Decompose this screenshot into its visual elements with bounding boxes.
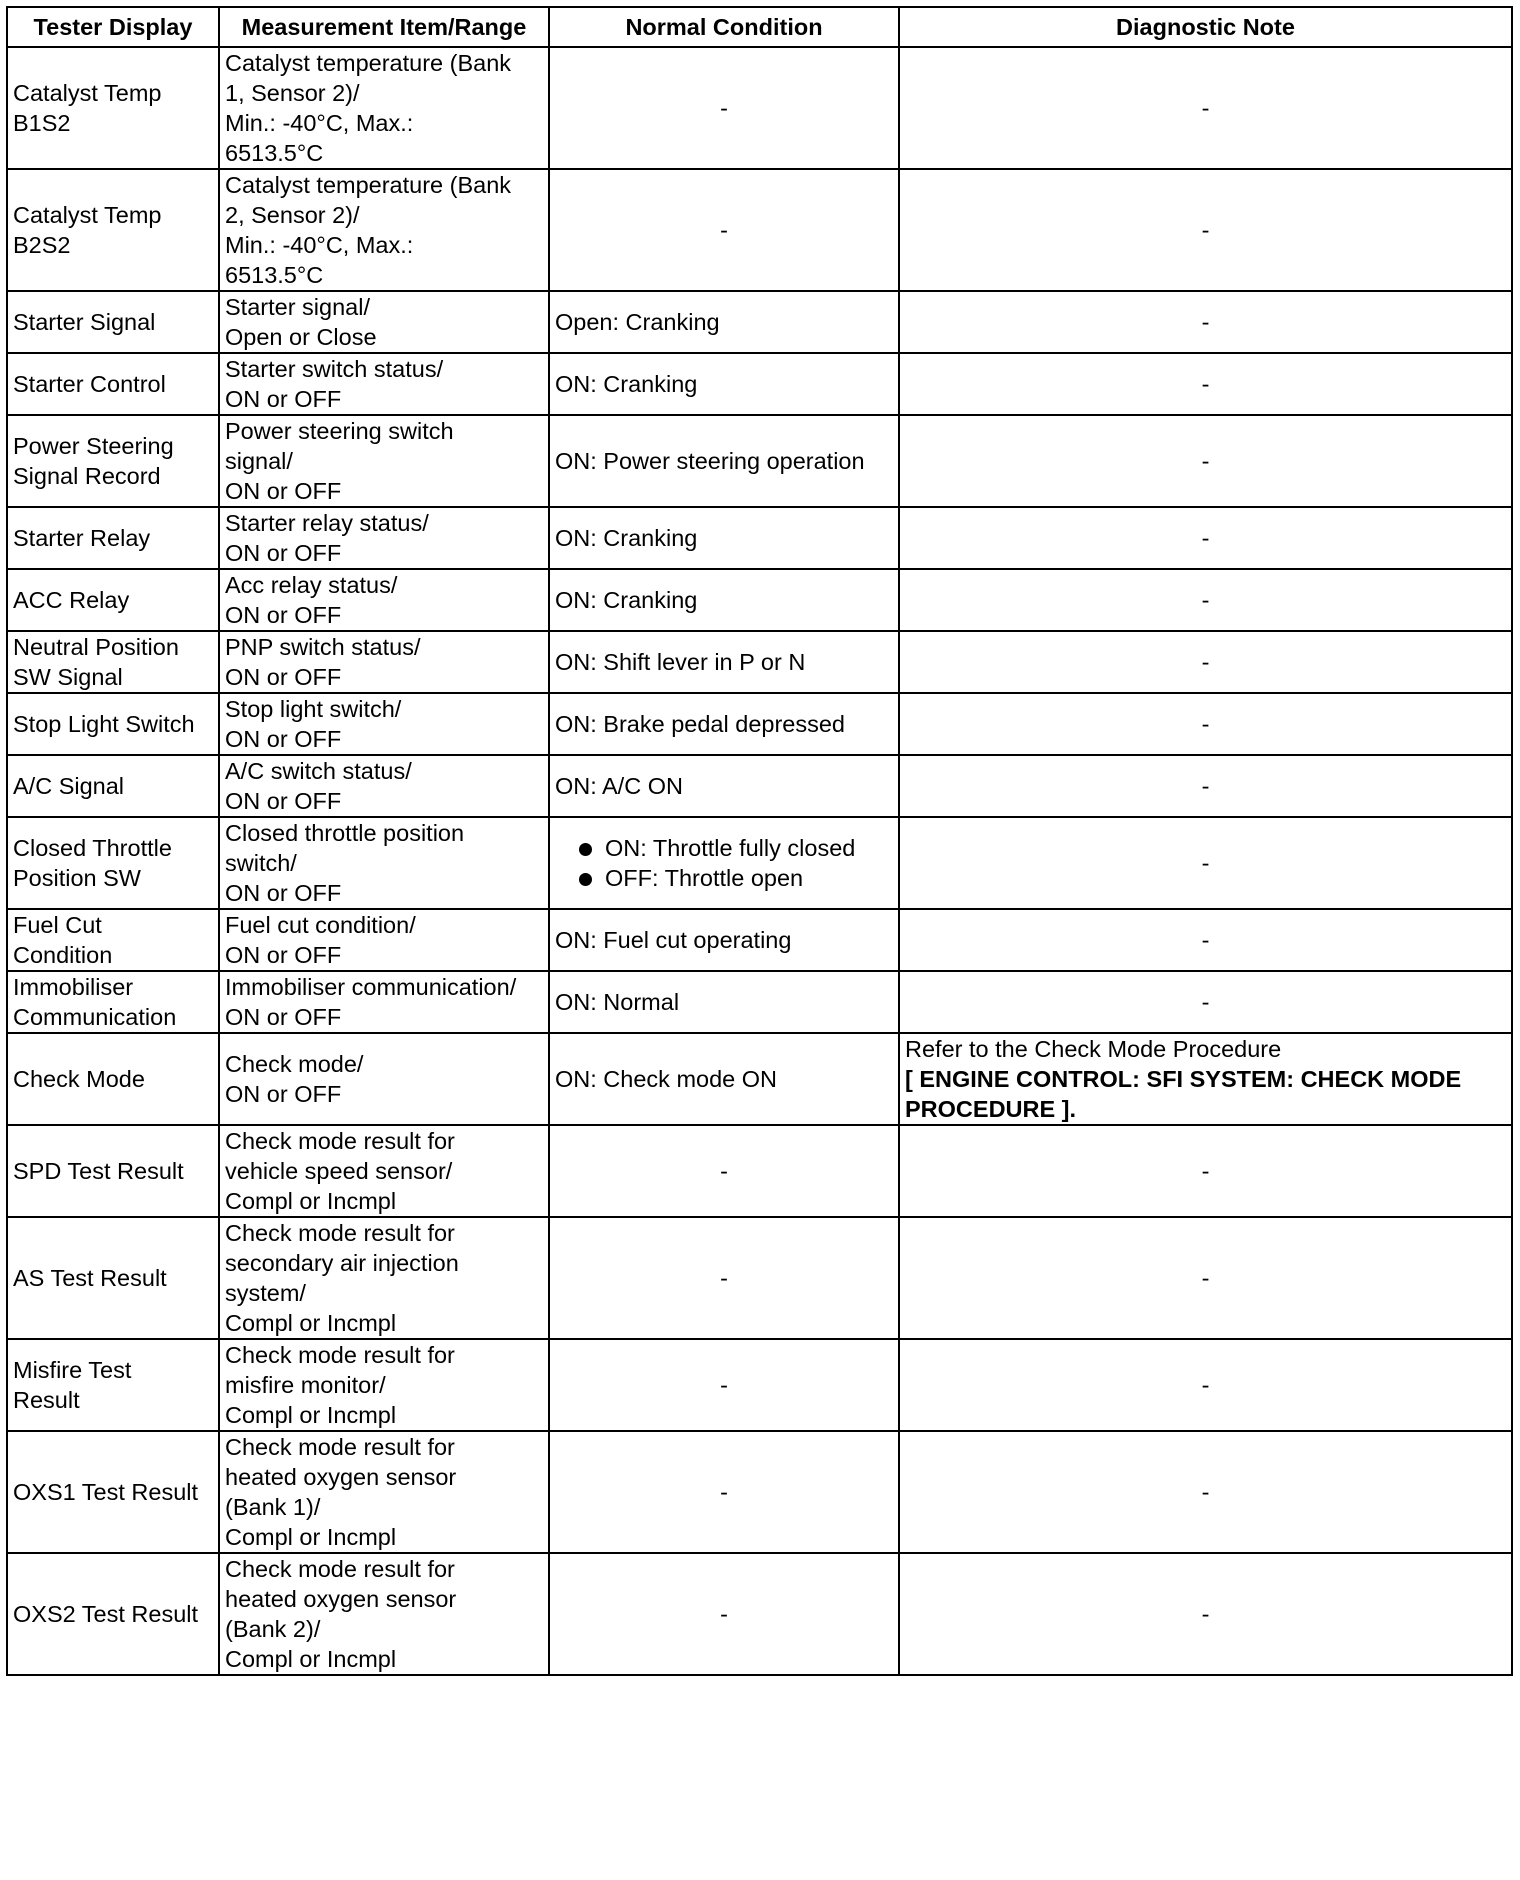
diagnostic-note-cell: - — [899, 971, 1512, 1033]
tester-display-cell: Neutral Position SW Signal — [7, 631, 219, 693]
diagnostic-note-cell: - — [899, 1125, 1512, 1217]
tester-display-cell: A/C Signal — [7, 755, 219, 817]
table-row — [7, 1033, 1512, 1125]
normal-condition-cell: - — [549, 1339, 899, 1431]
bullet-list — [555, 833, 893, 893]
table-body — [7, 47, 1512, 1675]
table-row — [7, 755, 1512, 817]
diagnostic-note-cell: - — [899, 169, 1512, 291]
measurement-item-cell: Closed throttle position switch/ ON or OFF — [219, 817, 549, 909]
tester-display-cell: ACC Relay — [7, 569, 219, 631]
tester-display-cell: Starter Relay — [7, 507, 219, 569]
tester-display-cell: Stop Light Switch — [7, 693, 219, 755]
normal-condition-cell: - — [549, 1125, 899, 1217]
table-row — [7, 47, 1512, 169]
table-row — [7, 353, 1512, 415]
table-row — [7, 291, 1512, 353]
diagnostic-note-cell: - — [899, 415, 1512, 507]
diagnostic-note-cell: - — [899, 569, 1512, 631]
procedure-reference-link[interactable]: [ ENGINE CONTROL: SFI SYSTEM: CHECK MODE PROCEDURE ]. — [905, 1066, 1462, 1122]
normal-condition-cell: ON: Shift lever in P or N — [549, 631, 899, 693]
note-text: Refer to the Check Mode Procedure — [905, 1036, 1282, 1062]
table-row — [7, 1339, 1512, 1431]
measurement-item-cell: Check mode result for secondary air injection system/ Compl or Incmpl — [219, 1217, 549, 1339]
tester-display-table — [6, 6, 1513, 1676]
diagnostic-note-cell: - — [899, 631, 1512, 693]
measurement-item-cell: Starter relay status/ ON or OFF — [219, 507, 549, 569]
header-normal-condition: Normal Condition — [549, 7, 899, 47]
normal-condition-cell: ON: Cranking — [549, 353, 899, 415]
table-row — [7, 169, 1512, 291]
measurement-item-cell: A/C switch status/ ON or OFF — [219, 755, 549, 817]
normal-condition-cell: - — [549, 1431, 899, 1553]
table-row — [7, 817, 1512, 909]
table-row — [7, 693, 1512, 755]
measurement-item-cell: Immobiliser communication/ ON or OFF — [219, 971, 549, 1033]
tester-display-cell: Power Steering Signal Record — [7, 415, 219, 507]
tester-display-cell: Check Mode — [7, 1033, 219, 1125]
table-row — [7, 569, 1512, 631]
tester-display-cell: AS Test Result — [7, 1217, 219, 1339]
normal-condition-cell: - — [549, 169, 899, 291]
diagnostic-note-cell: - — [899, 909, 1512, 971]
header-row — [7, 7, 1512, 47]
measurement-item-cell: Check mode result for vehicle speed sensor/ Compl or Incmpl — [219, 1125, 549, 1217]
diagnostic-note-cell: - — [899, 693, 1512, 755]
normal-condition-cell — [549, 817, 899, 909]
measurement-item-cell: Acc relay status/ ON or OFF — [219, 569, 549, 631]
tester-display-cell: Starter Signal — [7, 291, 219, 353]
tester-display-cell: Immobiliser Communication — [7, 971, 219, 1033]
measurement-item-cell: Stop light switch/ ON or OFF — [219, 693, 549, 755]
diagnostic-note-cell: - — [899, 507, 1512, 569]
measurement-item-cell: Check mode result for heated oxygen sensor (Bank 1)/ Compl or Incmpl — [219, 1431, 549, 1553]
normal-condition-cell: ON: Fuel cut operating — [549, 909, 899, 971]
table-row — [7, 971, 1512, 1033]
table-row — [7, 1431, 1512, 1553]
table-row — [7, 507, 1512, 569]
diagnostic-note-cell: - — [899, 291, 1512, 353]
table-row — [7, 1553, 1512, 1675]
normal-condition-cell: Open: Cranking — [549, 291, 899, 353]
diagnostic-note-cell — [899, 1033, 1512, 1125]
normal-condition-cell: - — [549, 1217, 899, 1339]
measurement-item-cell: Check mode/ ON or OFF — [219, 1033, 549, 1125]
document-page — [6, 6, 1513, 1676]
tester-display-cell: Catalyst Temp B2S2 — [7, 169, 219, 291]
table-row — [7, 415, 1512, 507]
measurement-item-cell: PNP switch status/ ON or OFF — [219, 631, 549, 693]
measurement-item-cell: Power steering switch signal/ ON or OFF — [219, 415, 549, 507]
tester-display-cell: Starter Control — [7, 353, 219, 415]
measurement-item-cell: Check mode result for heated oxygen sensor (Bank 2)/ Compl or Incmpl — [219, 1553, 549, 1675]
measurement-item-cell: Starter switch status/ ON or OFF — [219, 353, 549, 415]
measurement-item-cell: Fuel cut condition/ ON or OFF — [219, 909, 549, 971]
table-row — [7, 909, 1512, 971]
diagnostic-note-cell: - — [899, 47, 1512, 169]
normal-condition-cell: ON: Cranking — [549, 507, 899, 569]
header-diagnostic-note: Diagnostic Note — [899, 7, 1512, 47]
header-tester-display: Tester Display — [7, 7, 219, 47]
table-row — [7, 631, 1512, 693]
list-item: ON: Throttle fully closed — [575, 833, 893, 863]
tester-display-cell: Fuel Cut Condition — [7, 909, 219, 971]
measurement-item-cell: Catalyst temperature (Bank 2, Sensor 2)/ Min.: -40°C, Max.: 6513.5°C — [219, 169, 549, 291]
normal-condition-cell: ON: Cranking — [549, 569, 899, 631]
diagnostic-note-cell: - — [899, 1431, 1512, 1553]
diagnostic-note-cell: - — [899, 1553, 1512, 1675]
normal-condition-cell: - — [549, 47, 899, 169]
diagnostic-note-cell: - — [899, 1339, 1512, 1431]
tester-display-cell: SPD Test Result — [7, 1125, 219, 1217]
normal-condition-cell: ON: A/C ON — [549, 755, 899, 817]
tester-display-cell: Catalyst Temp B1S2 — [7, 47, 219, 169]
tester-display-cell: Misfire Test Result — [7, 1339, 219, 1431]
normal-condition-cell: ON: Power steering operation — [549, 415, 899, 507]
tester-display-cell: Closed Throttle Position SW — [7, 817, 219, 909]
normal-condition-cell: ON: Normal — [549, 971, 899, 1033]
tester-display-cell: OXS1 Test Result — [7, 1431, 219, 1553]
diagnostic-note-cell: - — [899, 817, 1512, 909]
diagnostic-note-cell: - — [899, 755, 1512, 817]
diagnostic-note-cell: - — [899, 1217, 1512, 1339]
measurement-item-cell: Starter signal/ Open or Close — [219, 291, 549, 353]
normal-condition-cell: ON: Brake pedal depressed — [549, 693, 899, 755]
diagnostic-note-cell: - — [899, 353, 1512, 415]
header-measurement-item: Measurement Item/Range — [219, 7, 549, 47]
measurement-item-cell: Check mode result for misfire monitor/ Compl or Incmpl — [219, 1339, 549, 1431]
measurement-item-cell: Catalyst temperature (Bank 1, Sensor 2)/ Min.: -40°C, Max.: 6513.5°C — [219, 47, 549, 169]
normal-condition-cell: - — [549, 1553, 899, 1675]
table-row — [7, 1125, 1512, 1217]
normal-condition-cell: ON: Check mode ON — [549, 1033, 899, 1125]
tester-display-cell: OXS2 Test Result — [7, 1553, 219, 1675]
table-row — [7, 1217, 1512, 1339]
list-item: OFF: Throttle open — [575, 863, 893, 893]
